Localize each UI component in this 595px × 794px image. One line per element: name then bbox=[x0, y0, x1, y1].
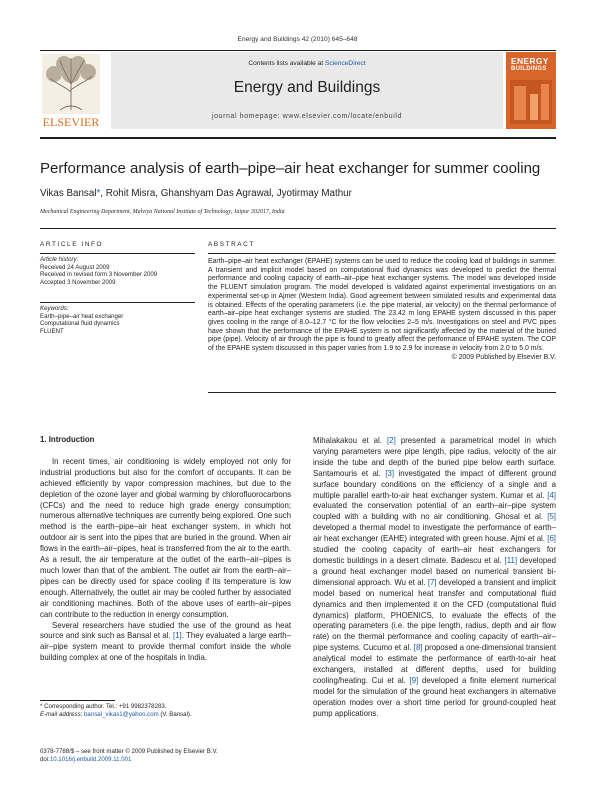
author-name: Vikas Bansal bbox=[40, 188, 97, 199]
journal-cover-thumbnail bbox=[506, 52, 556, 129]
header-top-rule bbox=[40, 50, 556, 51]
journal-homepage bbox=[111, 113, 503, 120]
section-heading: 1. Introduction bbox=[40, 435, 95, 444]
issn-line: 0378-7788/$ – see front matter © 2009 Published by Elsevier B.V. bbox=[40, 748, 218, 755]
cover-title-line1: ENERGY bbox=[511, 56, 549, 66]
abstract-heading: ABSTRACT bbox=[208, 241, 255, 248]
cover-title-line2: BUILDINGS bbox=[511, 66, 547, 72]
reference-link[interactable]: [1] bbox=[173, 631, 182, 641]
text-run: studied the cooling capacity of earth–air heat exchangers for domestic buildings in a desert climate. Badescu et al. bbox=[313, 545, 556, 565]
article-info-rule bbox=[40, 253, 195, 254]
reference-link[interactable]: [8] bbox=[413, 643, 423, 653]
text-run: presented a parametrical model in which varying parameters were pipe length, pipe radius, velocity of the air inside the tube and depth of the buried pipe below earth surface. Santamouris et al. bbox=[313, 436, 557, 478]
abstract-rule bbox=[208, 253, 556, 254]
paragraph bbox=[40, 621, 291, 665]
reference-link[interactable]: [7] bbox=[427, 577, 437, 587]
elsevier-tree-icon bbox=[40, 52, 102, 130]
doi-line bbox=[40, 756, 340, 764]
cover-title bbox=[511, 57, 549, 73]
keyword-item: Computational fluid dynamics bbox=[40, 320, 120, 328]
text-run: Mihalakakou et al. bbox=[313, 436, 382, 445]
contents-prefix: Contents lists available at bbox=[248, 60, 324, 67]
email-label: E-mail address: bbox=[40, 710, 83, 718]
homepage-link[interactable]: www.elsevier.com/locate/enbuild bbox=[282, 113, 403, 120]
article-title: Performance analysis of earth–pipe–air heat exchanger for summer cooling bbox=[40, 160, 541, 177]
email-suffix: (V. Bansal). bbox=[160, 710, 192, 718]
text-run: evaluated the conservation potential of an earth–air–pipe system coupled with a building with no air conditioning. Ghosal et al. bbox=[313, 501, 556, 522]
affiliation: Mechanical Engineering Department, Malviya National Institute of Technology, Jaipur 302017, India bbox=[40, 209, 285, 215]
elsevier-logo bbox=[40, 52, 102, 130]
revised-date: Received in revised form 3 November 2009 bbox=[40, 271, 158, 279]
abstract-body: Earth–pipe–air heat exchanger (EPAHE) systems can be used to reduce the cooling load of buildings in summer. A transient and implicit model based on computational fluid dynamics was developed to predict the thermal performance and cooling capacity of earth–air–pipe heat exchanger systems. The model was developed inside the FLUENT simulation program. The model developed is validated against experimental investigations on an experimental set-up in Ajmer (Western India). Good agreement between simulated results and experimental data is obtained. Effects of the operating parameters (i.e. the pipe material, air velocity) on the thermal performance of earth–air–pipe heat exchanger systems are studied. The 23.42 m long EPAHE system discussed in this paper gives cooling in the range of 8.0–12.7 °C for the flow velocities 2–5 m/s. Investigations on steel and PVC pipes have shown that the performance of the EPAHE system is not significantly affected by the material of the buried pipe (pipe). Velocity of air through the pipe is found to greatly affect the performance of EPAHE system. The COP of the EPAHE system discussed in this paper varies from 1.9 to 2.9 for increase in velocity from 2.0 to 5.0 m/s. bbox=[208, 258, 556, 353]
cover-graphic-icon bbox=[506, 76, 556, 129]
text-run: developed a transient and implicit model based on numerical heat transfer and computational fluid dynamics and then implemented it on the CFD (computational fluid dynamics) platform, PHOENICS, to evaluate the effects of the operating parameters (i.e. the pipe length, radius, depth and air flow rate) on the thermal performance and cooling capacity of earth–air–pipe systems. Cucumo et al. bbox=[313, 577, 556, 653]
text-run: developed a thermal model to investigate the performance of earth–air heat exchanger (EAHE) integrated with green house. Ajmi et al. bbox=[313, 523, 556, 544]
article-info-divider bbox=[40, 302, 195, 303]
doi-link[interactable]: 10.1016/j.enbuild.2009.11.001 bbox=[49, 756, 132, 763]
accepted-date: Accepted 3 November 2009 bbox=[40, 279, 116, 287]
contents-line bbox=[111, 60, 503, 67]
author-name: Ghanshyam Das Agrawal bbox=[160, 188, 272, 199]
right-column bbox=[313, 436, 556, 720]
article-history bbox=[40, 256, 195, 287]
text-run: developed a finite element numerical model for the simulation of the ground heat exchangers in alternative operation modes over a short time period for ground-coupled heat pump applications. bbox=[313, 675, 556, 718]
abstract-text bbox=[208, 258, 556, 362]
corresponding-author-mark[interactable]: * bbox=[96, 188, 101, 199]
keywords bbox=[40, 305, 195, 336]
footnote bbox=[40, 703, 300, 718]
author-separator: , bbox=[155, 188, 161, 199]
homepage-label: journal homepage: bbox=[211, 113, 281, 120]
copyright: © 2009 Published by Elsevier B.V. bbox=[451, 353, 556, 361]
left-column bbox=[40, 435, 291, 664]
corresponding-author-note: * Corresponding author. Tel.: +91 9982378283. bbox=[40, 703, 167, 710]
journal-reference: Energy and Buildings 42 (2010) 645–648 bbox=[237, 36, 358, 43]
reference-link[interactable]: [5] bbox=[547, 512, 556, 522]
text-run: developed a ground heat exchanger model based on numerical transient bi-dimensional approach. Wu et al. bbox=[313, 555, 556, 587]
reference-link[interactable]: [6] bbox=[547, 534, 556, 544]
keyword-item: Earth–pipe–air heat exchanger bbox=[40, 312, 124, 320]
article-info-heading: ARTICLE INFO bbox=[40, 241, 104, 248]
author-list bbox=[40, 188, 352, 199]
author-name: Jyotirmay Mathur bbox=[276, 188, 352, 199]
doi-label: doi: bbox=[40, 756, 50, 763]
author-separator: , bbox=[100, 188, 106, 199]
reference-link[interactable]: [3] bbox=[385, 468, 395, 478]
reference-link[interactable]: [4] bbox=[547, 490, 556, 500]
journal-title: Energy and Buildings bbox=[233, 79, 381, 96]
issn-doi-block bbox=[40, 748, 340, 764]
title-block-rule bbox=[40, 228, 556, 229]
keywords-label: Keywords: bbox=[40, 305, 69, 312]
text-run: proposed a one-dimensional transient analytical model to estimate the performance of earth-to-air heat exchangers, installed at different depths, used for building cooling/heating. Cui et al. bbox=[313, 643, 557, 685]
author-name: Rohit Misra bbox=[105, 188, 156, 199]
history-label: Article history: bbox=[40, 256, 79, 263]
text-run: . They evaluated a large earth–air–pipe system meant to provide thermal comfort inside the whole building complex at one of the hospitals in India. bbox=[40, 631, 292, 663]
header-bottom-rule bbox=[40, 137, 556, 139]
elsevier-wordmark: ELSEVIER bbox=[42, 115, 100, 129]
received-date: Received 24 August 2009 bbox=[40, 263, 110, 271]
reference-link[interactable]: [9] bbox=[409, 675, 419, 685]
footnote-rule bbox=[40, 700, 115, 701]
journal-header-band bbox=[111, 52, 503, 129]
email-link[interactable]: bansal_vikas1@yahoo.com bbox=[84, 710, 159, 718]
text-run: investigated the impact of different ground surface boundary conditions on the efficiency of a single and a multiple parallel earth-to-air heat exchanger system. Kumar et al. bbox=[313, 468, 556, 500]
reference-link[interactable]: [2] bbox=[387, 436, 396, 445]
email-line bbox=[40, 711, 300, 719]
keyword-item: FLUENT bbox=[40, 328, 64, 336]
abstract-bottom-rule bbox=[208, 392, 556, 393]
author-separator: , bbox=[271, 188, 277, 199]
reference-link[interactable]: [11] bbox=[504, 555, 518, 565]
sciencedirect-link[interactable]: ScienceDirect bbox=[324, 60, 366, 67]
text-run: Several researchers have studied the use of the ground as heat source and sink such as Bansal et al. bbox=[40, 620, 291, 641]
paragraph: In recent times, air conditioning is widely employed not only for industrial productions but also for the comfort of occupants. It can be achieved efficiently by vapor compression machines, but due to the depletion of the ozone layer and global warming by chlorofluorocarbons (CFCs) and the need to reduce high grade energy consumption; numerous alternative techniques are currently being explored. One such method is the earth–pipe–air heat exchanger system, in which hot outdoor air is sent into the pipes that are buried in the ground. When air flows in the earth–air–pipes, heat is transferred from the air to the earth. As a result, the air temperature at the outlet of the earth–air–pipes is much lower than that of the ambient. The outlet air from the earth–air–pipes can be directly used for space cooling if its temperature is low enough. Alternatively, the outlet air may be cooled further by associated air conditioning machines. Both of the above uses of earth–air–pipes can contribute to the reduction in energy consumption. bbox=[40, 456, 291, 619]
